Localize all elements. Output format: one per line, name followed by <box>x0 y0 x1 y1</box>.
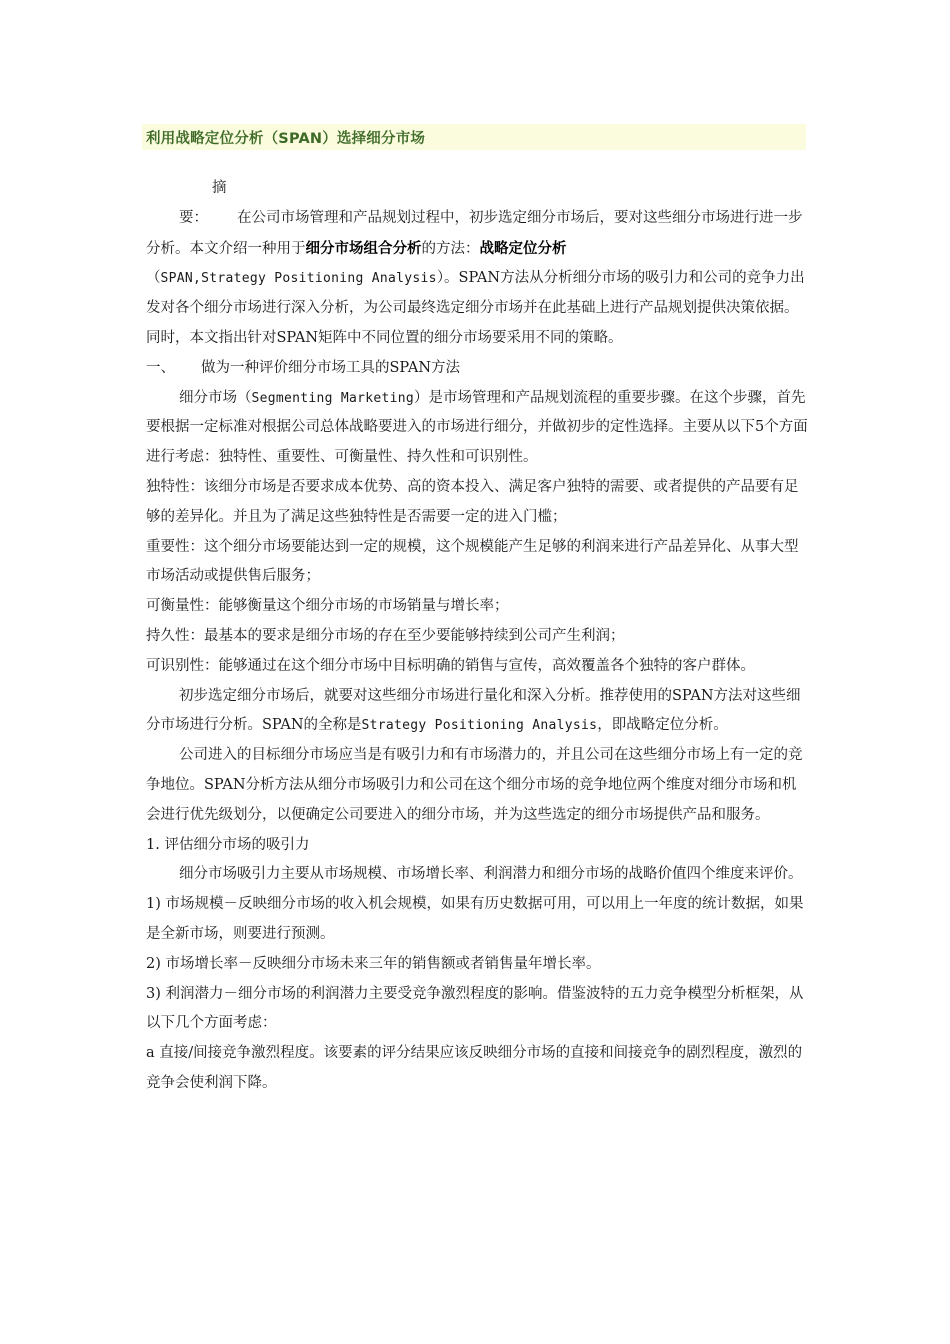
abstract-paragraph <box>146 174 810 354</box>
span-intro-text-2: ，即战略定位分析。 <box>597 717 728 734</box>
span-intro-paragraph <box>146 682 810 742</box>
span-intro-text-1: 初步选定细分市场后，就要对这些细分市场进行量化和深入分析。推荐使用的SPAN方法对这些细分市场进行分析。SPAN的全称是 <box>146 687 801 734</box>
subsection-heading: 1. 评估细分市场的吸引力 <box>146 836 310 853</box>
intro-text-1: 细分市场（ <box>179 389 252 406</box>
criteria-item: 持久性：最基本的要求是细分市场的存在至少要能够持续到公司产生利润； <box>146 627 625 644</box>
abstract-english-term: SPAN,Strategy Positioning Analysis <box>160 271 437 287</box>
subsection-intro: 细分市场吸引力主要从市场规模、市场增长率、利润潜力和细分市场的战略价值四个维度来评价。 <box>179 866 803 883</box>
intro-text-2: ）是市场管理和产品规划流程的重要步骤。在这个步骤，首先要根据一定标准对根据公司总体战略要进入的市场进行细分，并做初步的定性选择。主要从以下5个方面进行考虑：独特性、重要性、可衡量性、持久性和可识别性。 <box>146 389 808 466</box>
document-title: 利用战略定位分析（SPAN）选择细分市场 <box>146 131 426 147</box>
attractiveness-item: 2) 市场增长率－反映细分市场未来三年的销售额或者销售量年增长率。 <box>146 955 601 972</box>
criteria-item: 可识别性：能够通过在这个细分市场中目标明确的销售与宣传，高效覆盖各个独特的客户群体。 <box>146 657 755 674</box>
target-market-paragraph: 公司进入的目标细分市场应当是有吸引力和有市场潜力的，并且公司在这些细分市场上有一定的竞争地位。SPAN分析方法从细分市场吸引力和公司在这个细分市场的竞争地位两个维度对细分市场和机会进行优先级划分，以便确定公司要进入的细分市场，并为这些选定的细分市场提供产品和服务。 <box>146 747 803 823</box>
criteria-item: 独特性：该细分市场是否要求成本优势、高的资本投入、满足客户独特的需要、或者提供的产品要有足够的差异化。并且为了满足这些独特性是否需要一定的进入门槛； <box>146 478 799 525</box>
criteria-item: 重要性：这个细分市场要能达到一定的规模，这个规模能产生足够的利润来进行产品差异化、从事大型市场活动或提供售后服务； <box>146 538 799 585</box>
abstract-keyword-2: 战略定位分析 <box>479 239 567 257</box>
abstract-paren: （ <box>146 270 161 287</box>
section-intro-paragraph <box>146 384 810 473</box>
document-body <box>146 174 810 1099</box>
abstract-text-3: ）。SPAN方法从分析细分市场的吸引力和公司的竞争力出发对各个细分市场进行深入分析，为公司最终选定细分市场并在此基础上进行产品规划提供决策依据。同时，本文指出针对SPAN矩阵中不同位置的细分市场要采用不同的策略。 <box>146 270 805 346</box>
abstract-keyword-1: 细分市场组合分析 <box>305 239 422 257</box>
attractiveness-item: a 直接/间接竞争激烈程度。该要素的评分结果应该反映细分市场的直接和间接竞争的剧烈程度，激烈的竞争会使利润下降。 <box>146 1045 803 1091</box>
section-heading <box>146 354 810 384</box>
abstract-label: 摘要： <box>179 180 227 226</box>
section-heading-text: 做为一种评价细分市场工具的SPAN方法 <box>201 359 461 376</box>
attractiveness-item: 1) 市场规模－反映细分市场的收入机会规模，如果有历史数据可用，可以用上一年度的统计数据，如果是全新市场，则要进行预测。 <box>146 896 804 942</box>
span-english-term: Strategy Positioning Analysis <box>361 718 598 734</box>
abstract-text-2: 的方法： <box>421 240 480 257</box>
criteria-item: 可衡量性：能够衡量这个细分市场的市场销量与增长率； <box>146 598 509 615</box>
abstract-text: 在公司市场管理和产品规划过程中，初步选定细分市场后，要对这些细分市场进行进一步分析。本文介绍一种用于 <box>146 209 803 257</box>
section-number: 一、 <box>146 359 175 376</box>
attractiveness-item: 3) 利润潜力－细分市场的利润潜力主要受竞争激烈程度的影响。借鉴波特的五力竞争模型分析框架，从以下几个方面考虑： <box>146 985 804 1032</box>
intro-english-term: Segmenting Marketing <box>251 390 415 406</box>
